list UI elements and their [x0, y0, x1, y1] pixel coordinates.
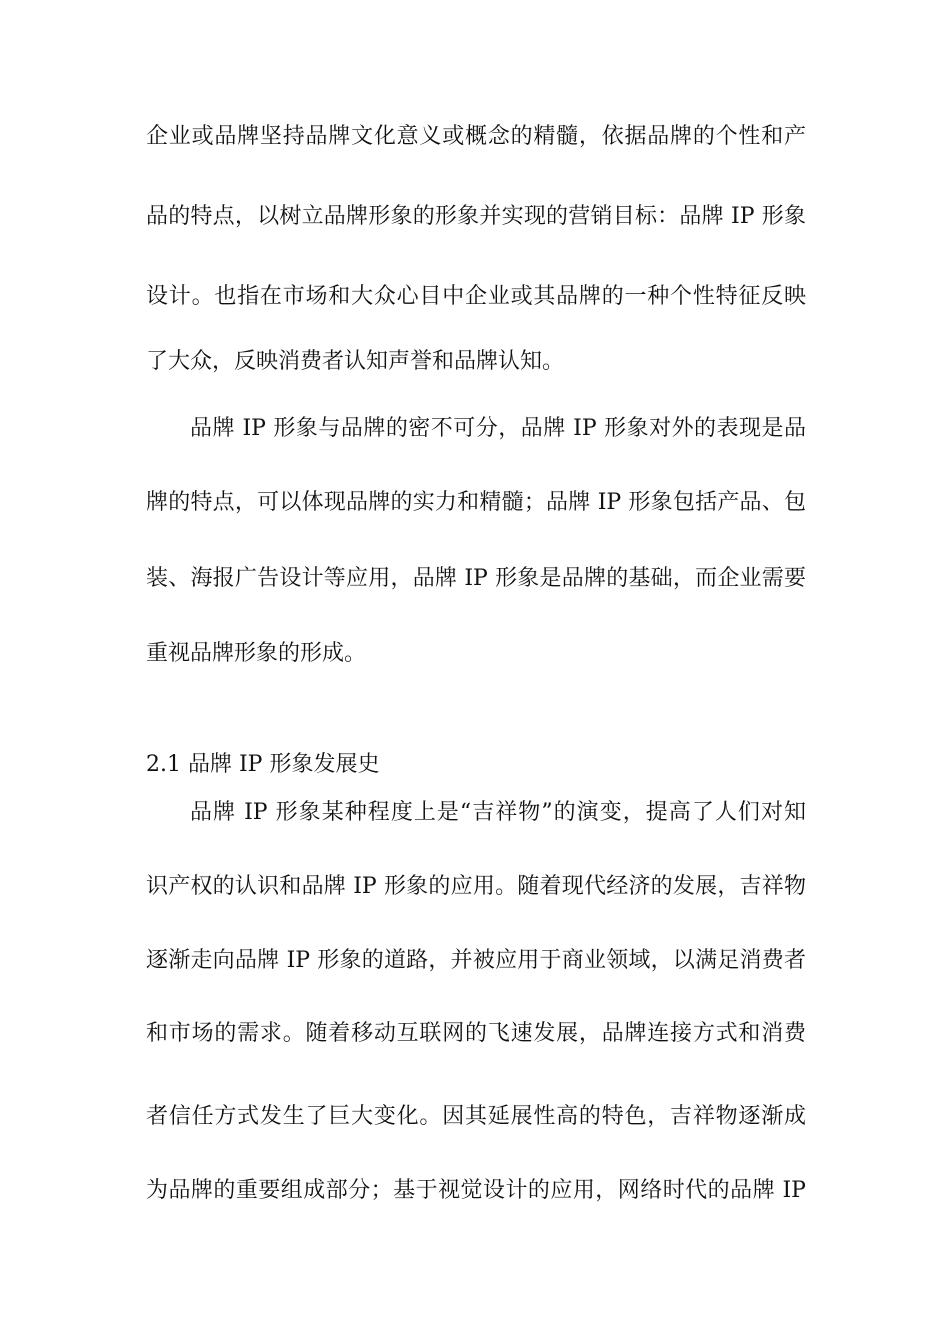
paragraph-2-line-3: 装、海报广告设计等应用，品牌 IP 形象是品牌的基础，而企业需要 — [146, 566, 806, 591]
section-heading: 2.1 品牌 IP 形象发展史 — [146, 752, 380, 777]
paragraph-3-line-4: 和市场的需求。随着移动互联网的飞速发展，品牌连接方式和消费 — [146, 1021, 806, 1046]
paragraph-3-line-1: 品牌 IP 形象某种程度上是“吉祥物”的演变，提高了人们对知 — [190, 800, 806, 825]
paragraph-2-line-1: 品牌 IP 形象与品牌的密不可分，品牌 IP 形象对外的表现是品 — [190, 416, 806, 441]
paragraph-3-line-2: 识产权的认识和品牌 IP 形象的应用。随着现代经济的发展，吉祥物 — [146, 874, 806, 899]
paragraph-1-line-1: 企业或品牌坚持品牌文化意义或概念的精髓，依据品牌的个性和产 — [146, 124, 806, 149]
paragraph-1-line-3: 设计。也指在市场和大众心目中企业或其品牌的一种个性特征反映 — [146, 284, 806, 309]
paragraph-2-line-4: 重视品牌形象的形成。 — [146, 641, 367, 666]
paragraph-3-line-6: 为品牌的重要组成部分；基于视觉设计的应用，网络时代的品牌 IP — [146, 1178, 806, 1203]
paragraph-2-line-2: 牌的特点，可以体现品牌的实力和精髓；品牌 IP 形象包括产品、包 — [146, 490, 806, 515]
paragraph-3-line-3: 逐渐走向品牌 IP 形象的道路，并被应用于商业领域，以满足消费者 — [146, 948, 806, 973]
paragraph-1-line-2: 品的特点，以树立品牌形象的形象并实现的营销目标：品牌 IP 形象 — [146, 204, 806, 229]
paragraph-3-line-5: 者信任方式发生了巨大变化。因其延展性高的特色，吉祥物逐渐成 — [146, 1104, 806, 1129]
paragraph-1-line-4: 了大众，反映消费者认知声誉和品牌认知。 — [146, 349, 565, 374]
